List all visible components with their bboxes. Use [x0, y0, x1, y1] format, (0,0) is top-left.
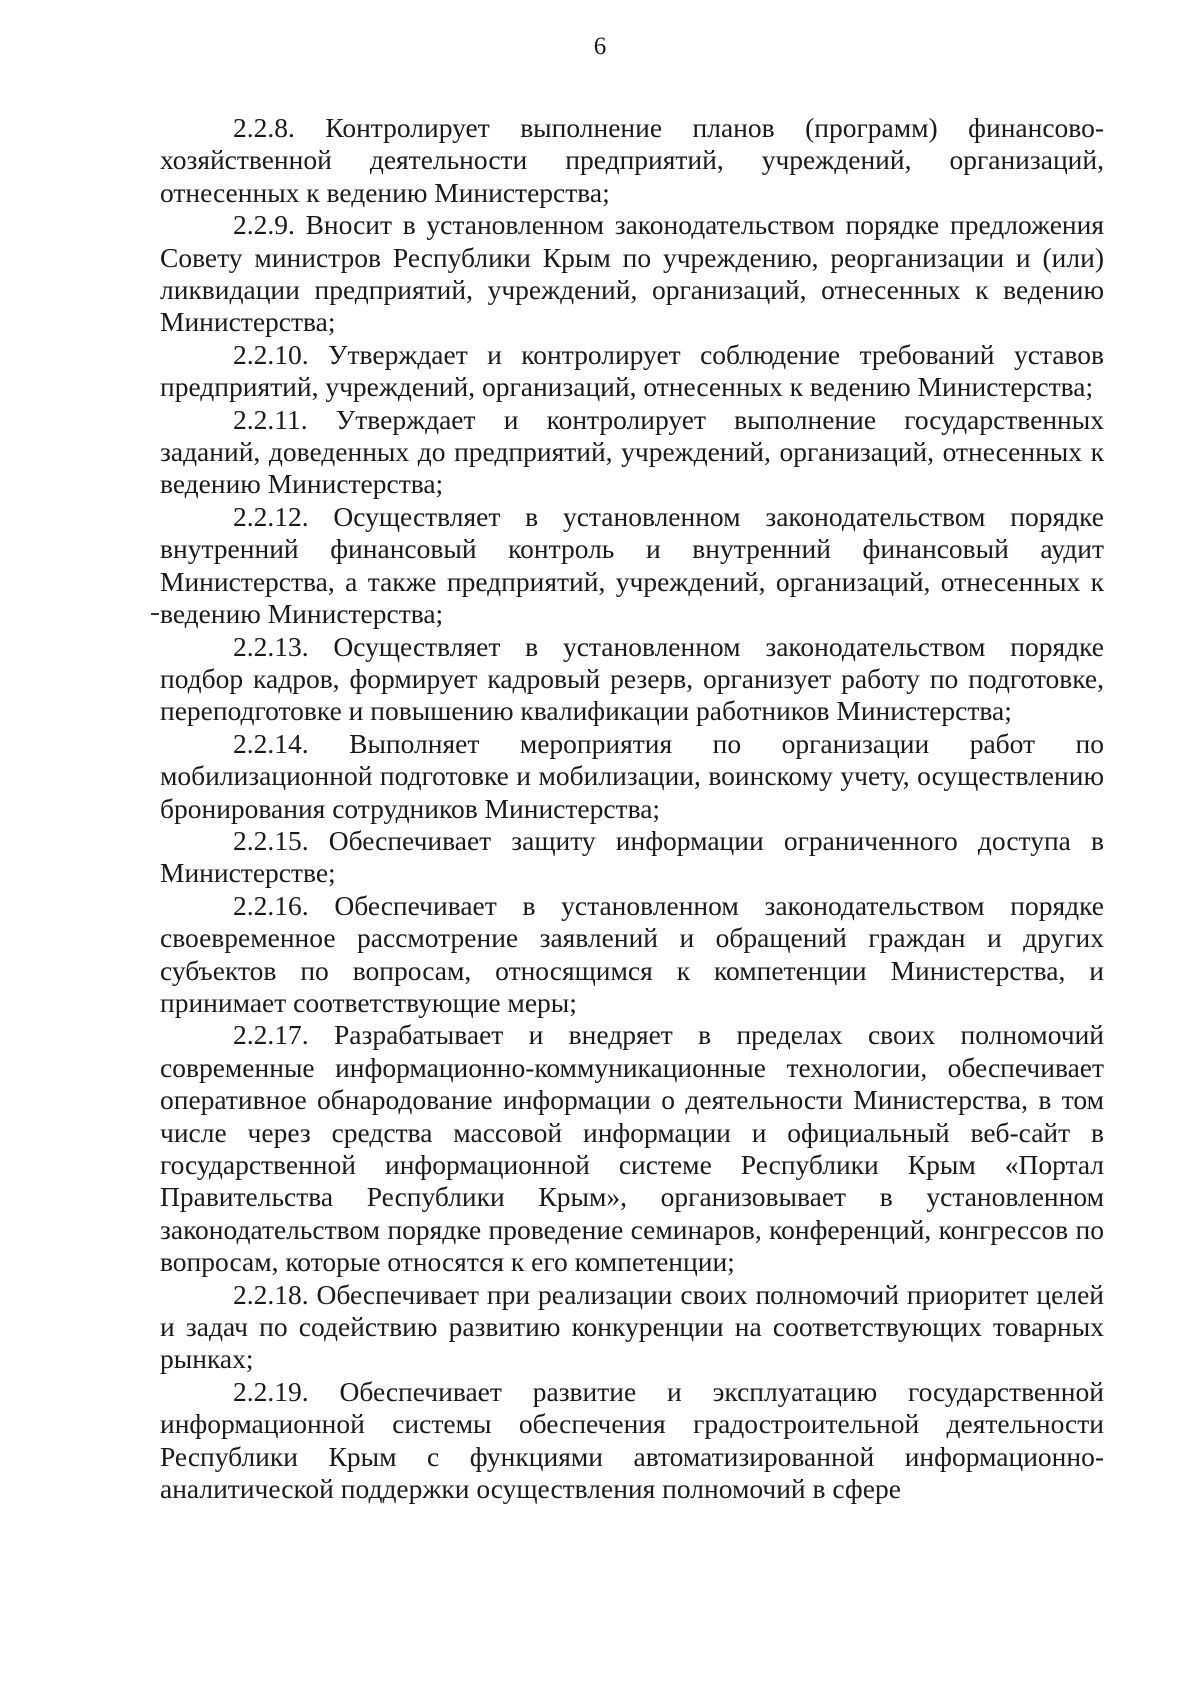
clause-2-2-8: 2.2.8. Контролирует выполнение планов (программ) финансово-хозяйственной деятельности предприятий, учреждений, организаций, отнесенных к ведению Министерства;	[160, 112, 1104, 208]
clause-2-2-14: 2.2.14. Выполняет мероприятия по организации работ по мобилизационной подготовке и мобилизации, воинскому учету, осуществлению бронирования сотрудников Министерства;	[160, 727, 1104, 824]
document-body	[160, 112, 1104, 1505]
clause-2-2-16: 2.2.16. Обеспечивает в установленном законодательством порядке своевременное рассмотрение заявлений и обращений граждан и других субъектов по вопросам, относящимся к компетенции Министерства, и принимает соответствующие меры;	[160, 889, 1104, 1018]
margin-dash-mark	[151, 613, 159, 615]
clause-2-2-11: 2.2.11. Утверждает и контролирует выполнение государственных заданий, доведенных до предприятий, учреждений, организаций, отнесенных к ведению Министерства;	[160, 403, 1104, 500]
clause-2-2-13: 2.2.13. Осуществляет в установленном законодательством порядке подбор кадров, формирует кадровый резерв, организует работу по подготовке, переподготовке и повышению квалификации работников Министерства;	[160, 630, 1104, 727]
page-number: 6	[593, 33, 607, 60]
clause-2-2-9: 2.2.9. Вносит в установленном законодательством порядке предложения Совету министров Республики Крым по учреждению, реорганизации и (или) ликвидации предприятий, учреждений, организаций, отнесенных к ведению Министерства;	[160, 209, 1104, 338]
clause-2-2-19: 2.2.19. Обеспечивает развитие и эксплуатацию государственной информационной системы обеспечения градостроительной деятельности Республики Крым с функциями автоматизированной информационно-аналитической поддержки осуществления полномочий в сфере	[160, 1375, 1104, 1505]
clause-2-2-12: 2.2.12. Осуществляет в установленном законодательством порядке внутренний финансовый контроль и внутренний финансовый аудит Министерства, а также предприятий, учреждений, организаций, отнесенных к ведению Министерства;	[160, 500, 1104, 630]
clause-2-2-17: 2.2.17. Разрабатывает и внедряет в пределах своих полномочий современные информационно-коммуникационные технологии, обеспечивает оперативное обнародование информации о деятельности Министерства, в том числе через средства массовой информации и официальный веб-сайт в государственной информационной системе Республики Крым «Портал Правительства Республики Крым», организовывает в установленном законодательством порядке проведение семинаров, конференций, конгрессов по вопросам, которые относятся к его компетенции;	[160, 1019, 1104, 1278]
clause-2-2-10: 2.2.10. Утверждает и контролирует соблюдение требований уставов предприятий, учреждений, организаций, отнесенных к ведению Министерства;	[160, 338, 1104, 403]
clause-2-2-15: 2.2.15. Обеспечивает защиту информации ограниченного доступа в Министерстве;	[160, 824, 1104, 889]
clause-2-2-18: 2.2.18. Обеспечивает при реализации своих полномочий приоритет целей и задач по содействию развитию конкуренции на соответствующих товарных рынках;	[160, 1278, 1104, 1375]
